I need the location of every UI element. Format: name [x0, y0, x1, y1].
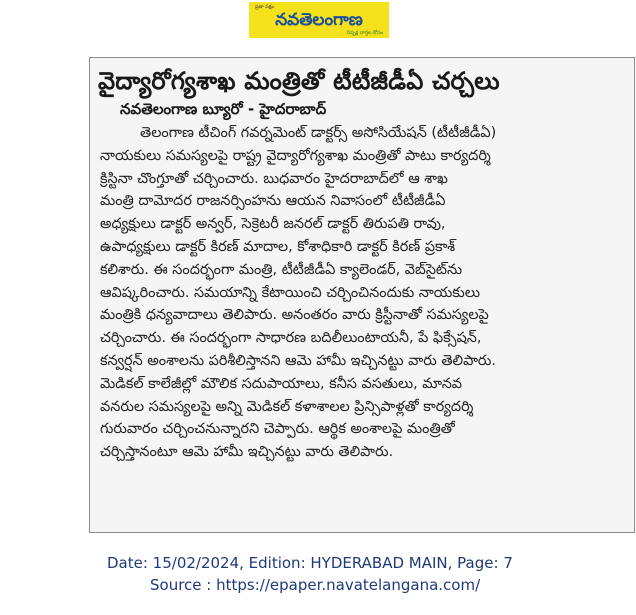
edition-footer	[0, 552, 636, 596]
article-line: గురువారం చర్చించనున్నారని చెప్పారు. ఆర్థిక అంశాలపై మంత్రితో	[100, 421, 455, 438]
article-line: చర్చించారు. ఈ సందర్భంగా సాధారణ బదిలీలుంటాయనీ, పే ఫిక్సేషన్,	[100, 330, 482, 347]
article-headline: వైద్యారోగ్యశాఖ మంత్రితో టీటీజీడీఏ చర్చలు	[98, 67, 500, 95]
logo-name: నవతెలంగాణ	[275, 10, 363, 30]
article-line: మంత్రికి ధన్యవాదాలు తెలిపారు. అనంతరం వారు క్రిస్టీనాతో సమస్యలపై	[100, 307, 489, 324]
logo-subline: నిష్పక్ష వార్తల కోసం	[346, 30, 383, 36]
article-body	[90, 122, 634, 464]
logo-tagline: ప్రజా పక్షం	[255, 4, 275, 10]
article-line: క్రిస్టినా చొంగ్తూతో చర్చించారు. బుధవారం హైదరాబాద్‌లో ఆ శాఖ	[100, 170, 448, 187]
article-line: ఉపాధ్యక్షులు డాక్టర్ కిరణ్ మాదాల, కోశాధికారి డాక్టర్ కిరణ్ ప్రకాశ్	[100, 238, 456, 255]
article-line: కలిశారు. ఈ సందర్భంగా మంత్రి, టీటీజీడీఏ క్యాలెండర్, వెబ్‌సైట్‌ను	[100, 261, 463, 278]
news-clipping	[89, 57, 635, 533]
article-line: వనరుల సమస్యలపై అన్ని మెడికల్ కళాశాలల ప్రిన్సిపాళ్లతో కార్యదర్శి	[100, 398, 474, 415]
source-link[interactable]: Source : https://epaper.navatelangana.com/	[150, 576, 481, 594]
article-line: మెడికల్ కాలేజీల్లో మౌలిక సదుపాయాలు, కనీస వసతులు, మానవ	[100, 375, 463, 392]
article-line: తెలంగాణ టీచింగ్ గవర్నమెంట్ డాక్టర్స్ అసోసియేషన్ (టీటీజీడీఏ)	[140, 125, 497, 141]
article-line: ఆవిష్కరించారు. సమయాన్ని కేటాయించి చర్చించినందుకు నాయకులు	[100, 284, 480, 301]
newspaper-logo	[249, 2, 389, 38]
article-line: మంత్రి దామోదర రాజనర్సింహను ఆయన నివాసంలో టీటీజీడీఏ	[100, 193, 446, 210]
article-line: చర్చిస్తానంటూ ఆమె హామీ ఇచ్చినట్టు వారు తెలిపారు.	[100, 444, 394, 461]
article-byline: నవతెలంగాణ బ్యూరో - హైదరాబాద్	[120, 100, 327, 118]
article-line: కన్వర్షన్ అంశాలను పరిశీలిస్తానని ఆమె హామీ ఇచ్చినట్టు వారు తెలిపారు.	[100, 352, 496, 369]
edition-date: Date: 15/02/2024, Edition: HYDERABAD MAIN, Page: 7	[107, 554, 513, 572]
article-line: నాయకులు సమస్యలపై రాష్ట్ర వైద్యారోగ్యశాఖ మంత్రితో పాటు కార్యదర్శి	[100, 147, 491, 164]
article-line: అధ్యక్షులు డాక్టర్ అన్వర్, సెక్రెటరీ జనరల్ డాక్టర్ తిరుపతి రావు,	[100, 216, 446, 233]
